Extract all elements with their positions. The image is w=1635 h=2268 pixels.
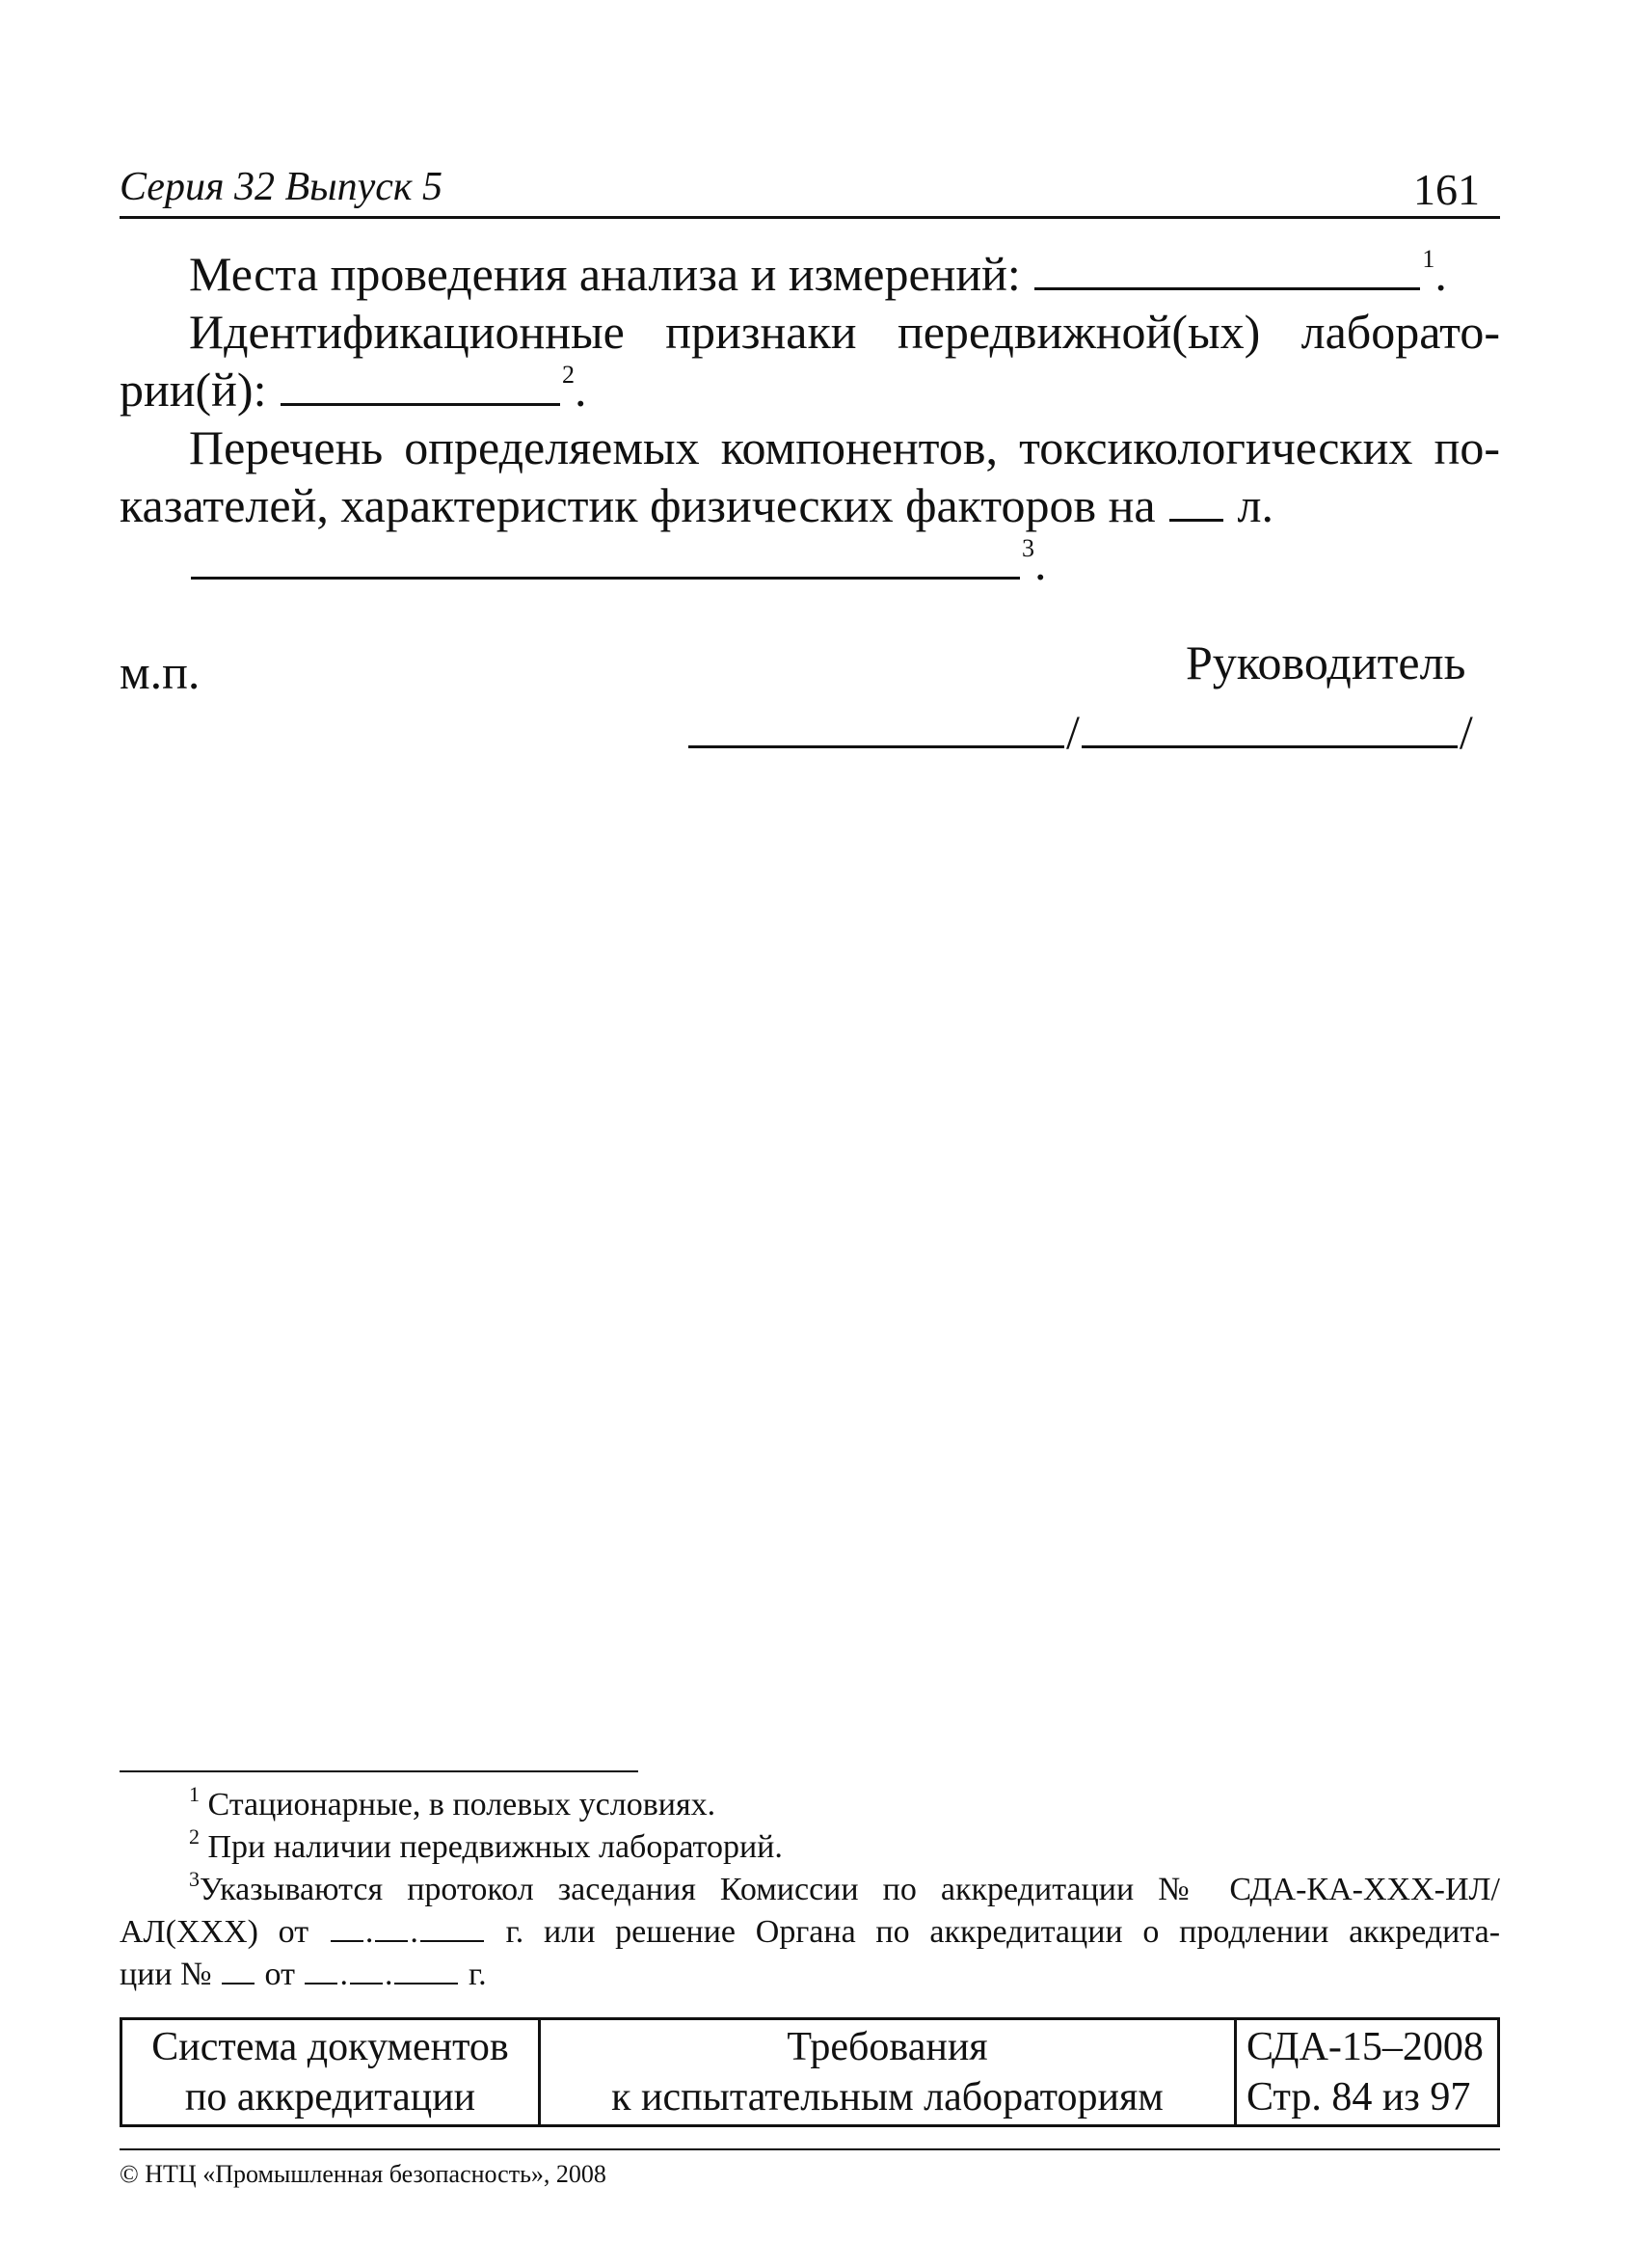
sheet-suffix: л. (1237, 478, 1273, 532)
footnote-text-3b-end: г. или решение Органа по аккредитации о продлении аккредита- (505, 1914, 1501, 1950)
protocol-month-blank[interactable] (375, 1939, 408, 1942)
head-label: Руководитель (1186, 635, 1466, 689)
footnote-mark-1: 1 (189, 1782, 200, 1806)
footnote-ref-3: 3 (1022, 534, 1034, 562)
document-footer-table (120, 2017, 1500, 2127)
footer-cell-code (1237, 2020, 1497, 2124)
footnote-text-3b-start: АЛ(ХХХ) от (120, 1914, 309, 1950)
footnote-mark-2: 2 (189, 1824, 200, 1849)
decision-day-blank[interactable] (305, 1982, 337, 1984)
analysis-locations-label: Места проведения анализа и измерений: (189, 247, 1021, 301)
footnote-3-line-3: ции № от . . г. (120, 1957, 487, 1992)
page-number: 161 (1413, 165, 1480, 214)
copyright-notice: © НТЦ «Промышленная безопасность», 2008 (120, 2160, 606, 2188)
footnote-text-3c-mid: от (264, 1957, 295, 1992)
running-header-series: Серия 32 Выпуск 5 (120, 165, 442, 209)
footer-cell-requirements (541, 2020, 1237, 2124)
footnote-rule (120, 1770, 638, 1772)
footnote-text-3a: Указываются протокол заседания Комиссии по аккредитации № СДА-КА-ХХХ-ИЛ/ (200, 1872, 1500, 1907)
decision-year-blank[interactable] (394, 1982, 458, 1984)
footer-requirements-line-1: Требования (787, 2025, 988, 2069)
signature-blank[interactable] (688, 744, 1064, 748)
footnote-1 (189, 1784, 715, 1826)
mobile-lab-id-label: рии(й): (120, 363, 267, 417)
footnote-text-1: Стационарные, в полевых условиях. (207, 1787, 716, 1822)
footer-cell-system (122, 2020, 541, 2124)
footnote-ref-1: 1 (1422, 245, 1435, 273)
footnote-3-line-2: АЛ(ХХХ) от . . г. или решение Органа по аккредитации о продлении аккредита- (120, 1914, 1501, 1950)
footnote-text-2: При наличии передвижных лабораторий. (207, 1829, 783, 1865)
footer-page-info: Стр. 84 из 97 (1246, 2075, 1471, 2120)
footnote-2 (189, 1826, 783, 1869)
footer-system-line-2: по аккредитации (184, 2075, 476, 2120)
components-list-line-3: $^3$. (189, 534, 1047, 592)
decision-number-blank[interactable] (222, 1982, 255, 1984)
stamp-place-label: м.п. (120, 645, 201, 699)
footer-requirements-line-2: к испытательным лабораториям (611, 2075, 1164, 2120)
footnote-ref-2: 2 (561, 361, 575, 389)
components-list-blank[interactable] (191, 576, 1020, 580)
decision-month-blank[interactable] (350, 1982, 383, 1984)
footnote-mark-3: 3 (189, 1867, 200, 1891)
header-rule (120, 216, 1500, 219)
signature-row (686, 704, 1473, 760)
name-blank[interactable] (1082, 744, 1458, 748)
components-list-line-1: Перечень определяемых компонентов, токсикологических по- (189, 420, 1500, 474)
mobile-lab-id-blank[interactable] (281, 402, 560, 406)
protocol-year-blank[interactable] (420, 1939, 484, 1942)
footnote-text-3c-start: ции № (120, 1957, 212, 1992)
components-list-line-2 (120, 476, 1273, 534)
bottom-rule (120, 2148, 1500, 2150)
footnote-3-line-1 (189, 1869, 1500, 1911)
footnote-text-3c-end: г. (468, 1957, 487, 1992)
mobile-lab-id-line-1: Идентификационные признаки передвижной(ых) лаборато- (189, 305, 1500, 359)
analysis-locations-line: Места проведения анализа и измерений: $^1$. (189, 245, 1447, 301)
mobile-lab-id-line-2: рии(й): $^2$. (120, 361, 587, 417)
footer-system-line-1: Система документов (151, 2025, 509, 2069)
sheet-count-blank[interactable] (1169, 518, 1223, 522)
signature-slash-1: / (1066, 705, 1080, 759)
footer-doc-code: СДА-15–2008 (1246, 2025, 1484, 2069)
components-list-label: казателей, характеристик физических факторов на (120, 478, 1156, 532)
signature-slash-2: / (1459, 705, 1473, 759)
analysis-locations-blank[interactable] (1034, 286, 1420, 290)
protocol-day-blank[interactable] (331, 1939, 363, 1942)
